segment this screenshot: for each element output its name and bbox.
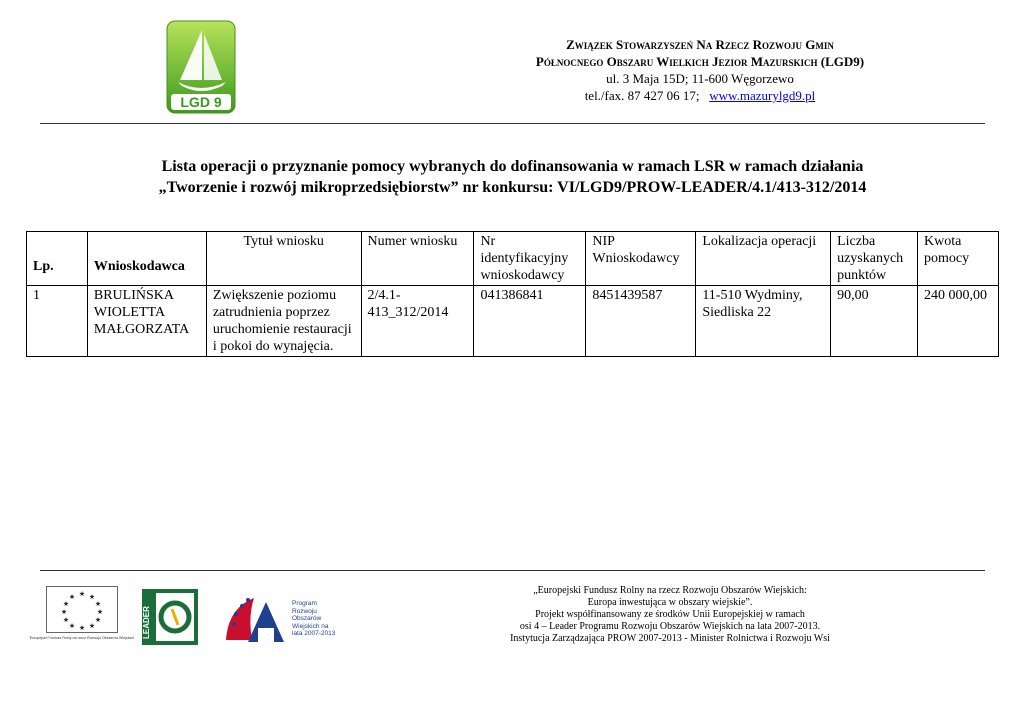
svg-text:★: ★ [88,593,96,601]
footer-text [470,585,870,645]
cell-nip: 8451439587 [586,286,696,357]
footer-line2: Europa inwestująca w obszary wiejskie”. [587,597,753,608]
footer-line3: Projekt współfinansowany ze środków Unii Europejskiej w ramach [535,609,805,620]
footer-line4: osi 4 – Leader Programu Rozwoju Obszarów Wiejskich na lata 2007-2013. [519,621,821,632]
org-address: ul. 3 Maja 15D; 11-600 Węgorzewo [606,71,794,86]
svg-text:★: ★ [68,622,76,630]
title-line1: Lista operacji o przyznanie pomocy wybranych do dofinansowania w ramach LSR w ramach działania [161,158,864,175]
col-location: Lokalizacja operacji [696,232,831,286]
lgd9-logo [166,20,236,116]
footer-line1: „Europejski Fundusz Rolny na rzecz Rozwoju Obszarów Wiejskich: [533,585,807,596]
org-name-line1: Związek Stowarzyszeń Na Rzecz Rozwoju Gmin [566,37,834,52]
col-lp: Lp. [27,232,88,286]
cell-number: 2/4.1-413_312/2014 [361,286,474,357]
org-contact [400,87,1000,104]
col-applicant: Wnioskodawca [87,232,206,286]
col-amount: Kwota pomocy [918,232,999,286]
cell-amount: 240 000,00 [918,286,999,357]
header-divider [40,123,985,124]
svg-text:★: ★ [96,608,104,616]
page-title [40,156,985,198]
svg-text:★: ★ [60,608,68,616]
col-number: Numer wniosku [361,232,474,286]
leader-logo [142,589,198,645]
col-points: Liczba uzyskanych punktów [831,232,918,286]
eu-caption: Europejski Fundusz Rolny na rzecz Rozwoju Obszarów Wiejskich [29,636,135,640]
col-nip: NIP Wnioskodawcy [586,232,696,286]
cell-location: 11-510 Wydminy, Siedliska 22 [696,286,831,357]
footer-divider [40,570,985,571]
org-phone: tel./fax. 87 427 06 17; [584,88,700,103]
cell-applicant: BRULIŃSKA WIOLETTA MAŁGORZATA [87,286,206,357]
logo-text: LGD 9 [180,94,222,110]
cell-id: 041386841 [474,286,586,357]
website-link[interactable]: www.mazurylgd9.pl [709,88,816,103]
organization-info [400,36,1000,104]
svg-text:★: ★ [94,616,102,624]
col-title: Tytuł wniosku [206,232,361,286]
svg-text:★: ★ [94,600,102,608]
title-line2: „Tworzenie i rozwój mikroprzedsiębiorstw” nr konkursu: VI/LGD9/PROW-LEADER/4.1/413-312/2014 [158,179,867,196]
eu-flag-logo [29,586,135,646]
cell-lp: 1 [27,286,88,357]
svg-text:★: ★ [78,624,86,632]
cell-points: 90,00 [831,286,918,357]
svg-text:★: ★ [88,622,96,630]
cell-title: Zwiększenie poziomu zatrudnienia poprzez uruchomienie restauracji i pokoi do wynajęcia. [206,286,361,357]
footer-line5: Instytucja Zarządzająca PROW 2007-2013 - Minister Rolnictwa i Rozwoju Wsi [510,633,830,644]
table-row [27,286,999,357]
org-name-line2: Północnego Obszaru Wielkich Jezior Mazurskich (LGD9) [535,54,865,69]
operations-table [26,231,999,357]
svg-text:★: ★ [78,590,86,598]
svg-text:★: ★ [62,616,70,624]
leader-label: LEADER [142,606,151,639]
prow-text: Program Rozwoju Obszarów Wiejskich na lata 2007-2013 [292,600,336,637]
svg-text:★: ★ [62,600,70,608]
prow-logo [218,588,338,648]
svg-text:★: ★ [68,593,76,601]
table-header-row [27,232,999,286]
col-id: Nr identyfikacyjny wnioskodawcy [474,232,586,286]
